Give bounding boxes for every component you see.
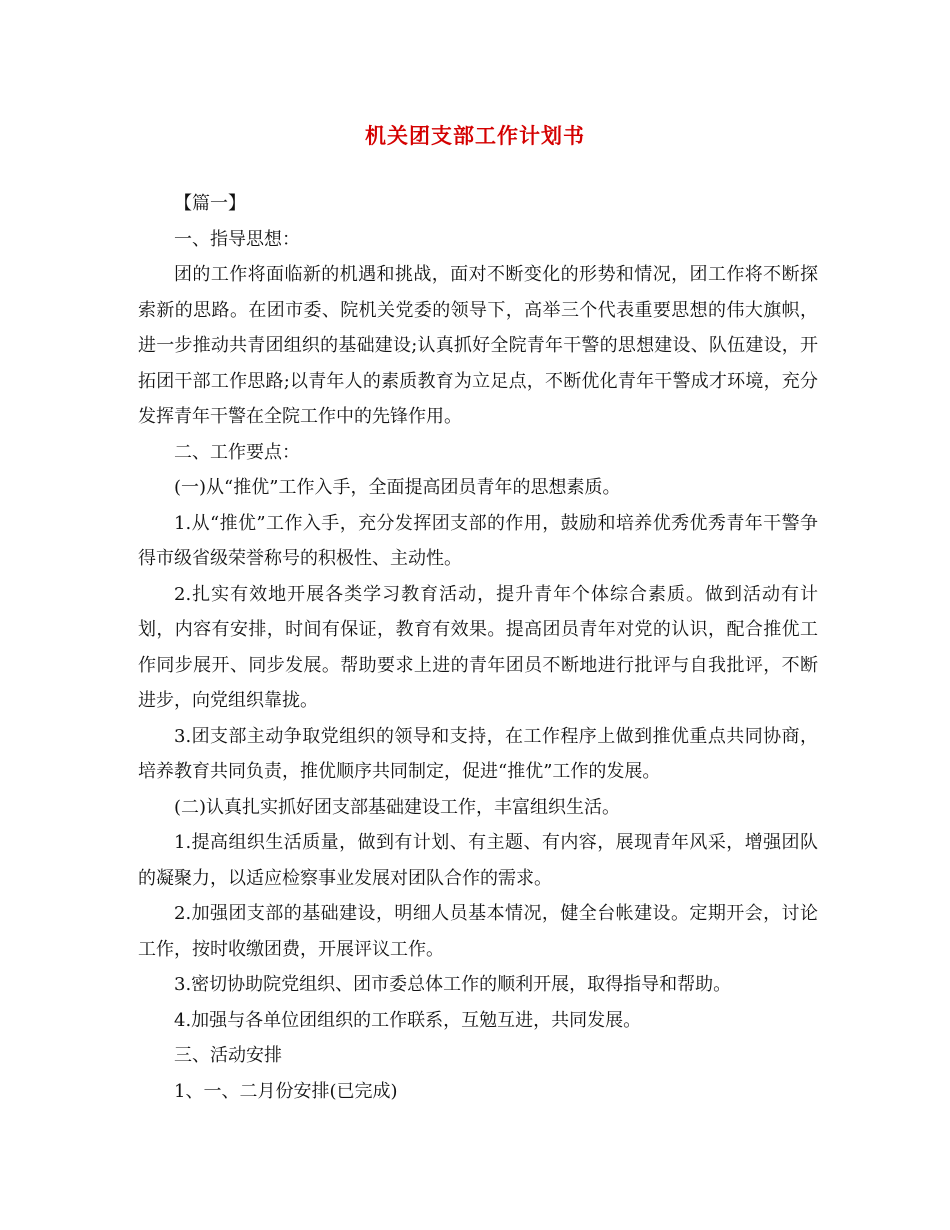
paragraph: 1.提高组织生活质量，做到有计划、有主题、有内容，展现青年风采，增强团队的凝聚力，以适应检察事业发展对团队合作的需求。 xyxy=(138,832,818,889)
subsection-heading: (一)从“推优”工作入手，全面提高团员青年的思想素质。 xyxy=(174,477,621,498)
paragraph: 4.加强与各单位团组织的工作联系，互勉互进，共同发展。 xyxy=(174,1009,642,1031)
section-heading: 一、指导思想： xyxy=(174,228,300,250)
subsection-heading: (二)认真扎实抓好团支部基础建设工作，丰富组织生活。 xyxy=(174,796,621,818)
paragraph: 1.从“推优”工作入手，充分发挥团支部的作用，鼓励和培养优秀优秀青年干警争得市级省级荣誉称号的积极性、主动性。 xyxy=(138,512,818,569)
paragraph: 2.加强团支部的基础建设，明细人员基本情况，健全台帐建设。定期开会，讨论工作，按时收缴团费，开展评议工作。 xyxy=(138,903,818,960)
paragraph: 1、一、二月份安排(已完成) xyxy=(174,1080,398,1102)
section-heading: 三、活动安排 xyxy=(174,1045,282,1066)
paragraph: 团的工作将面临新的机遇和挑战，面对不断变化的形势和情况，团工作将不断探索新的思路。在团市委、院机关党委的领导下，高举三个代表重要思想的伟大旗帜，进一步推动共青团组织的基础建设;认真抓好全院青年干警的思想建设、队伍建设，开拓团干部工作思路;以青年人的素质教育为立足点，不断优化青年干警成才环境，充分发挥青年干警在全院工作中的先锋作用。 xyxy=(138,264,818,427)
document-body xyxy=(138,186,818,1109)
paragraph: 3.密切协助院党组织、团市委总体工作的顺利开展，取得指导和帮助。 xyxy=(174,974,732,995)
document-title: 机关团支部工作计划书 xyxy=(365,123,585,148)
paragraph: 2.扎实有效地开展各类学习教育活动，提升青年个体综合素质。做到活动有计划，内容有安排，时间有保证，教育有效果。提高团员青年对党的认识，配合推优工作同步展开、同步发展。帮助要求上进的青年团员不断地进行批评与自我批评，不断进步，向党组织靠拢。 xyxy=(138,583,818,711)
section-heading: 二、工作要点： xyxy=(174,441,300,463)
section-label: 【篇一】 xyxy=(174,193,246,214)
paragraph: 3.团支部主动争取党组织的领导和支持，在工作程序上做到推优重点共同协商，培养教育共同负责，推优顺序共同制定，促进“推优”工作的发展。 xyxy=(138,725,818,782)
